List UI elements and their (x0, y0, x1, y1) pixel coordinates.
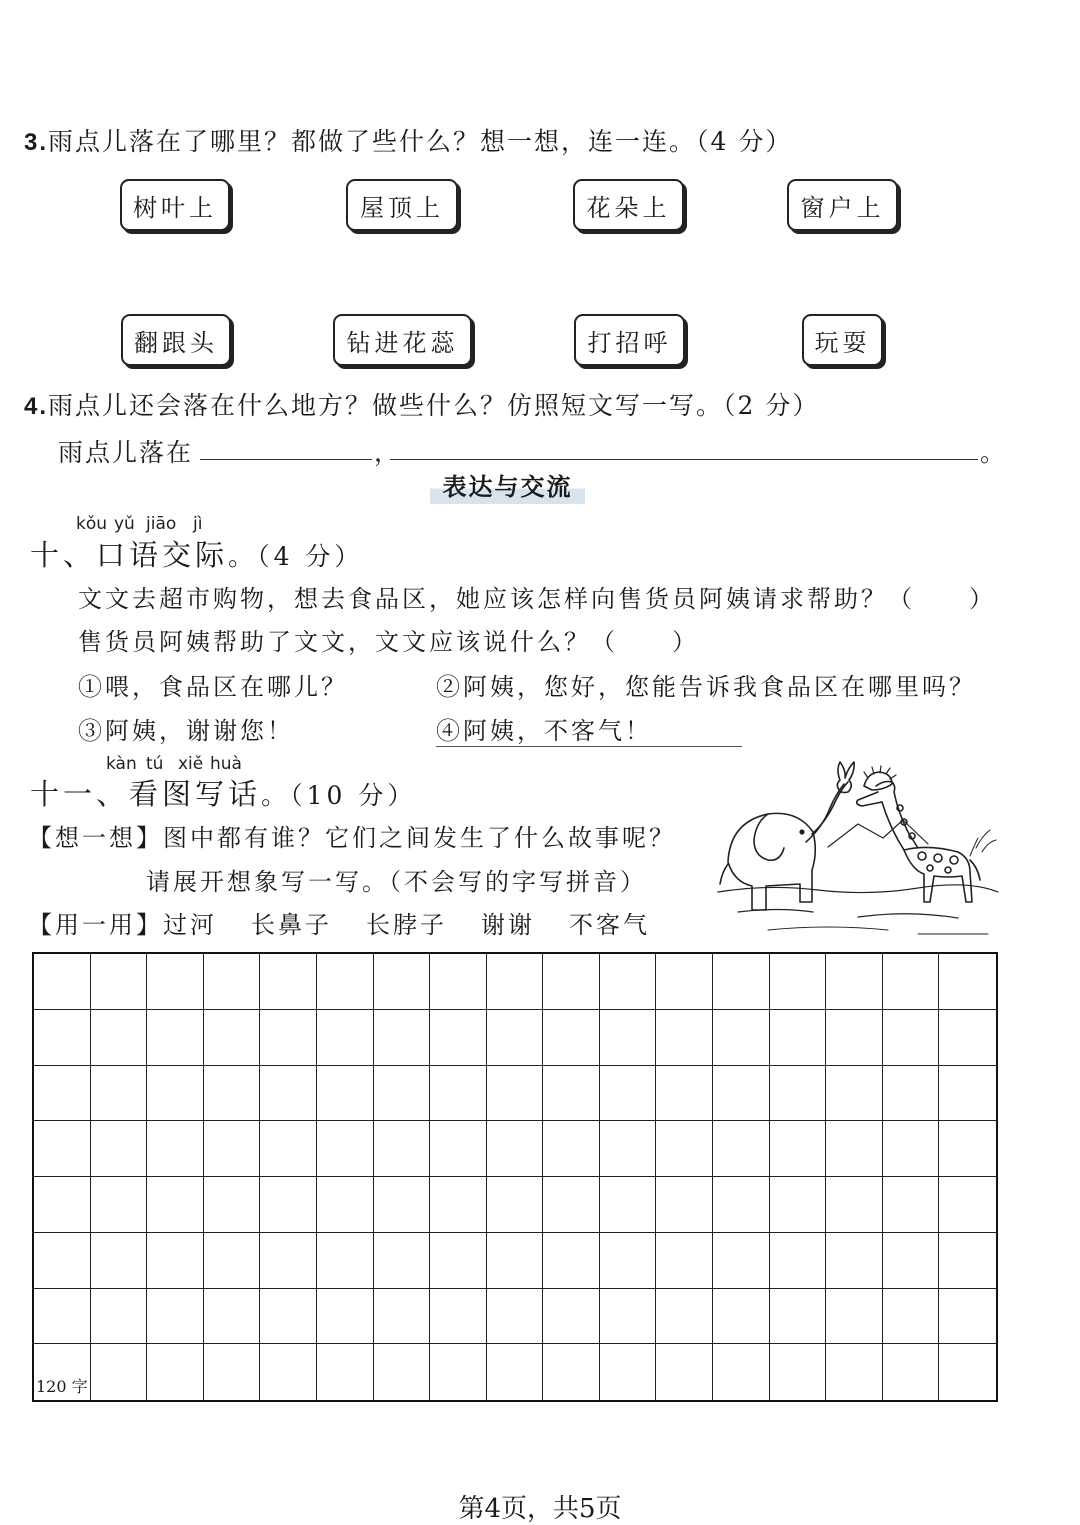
grid-cell[interactable] (770, 1177, 827, 1233)
q11-suffix: 。（10 分） (261, 781, 417, 810)
grid-cell[interactable] (487, 954, 544, 1010)
q3-title-text: 雨点儿落在了哪里？都做了些什么？想一想，连一连。（4 分） (48, 127, 793, 156)
grid-cell[interactable] (713, 1066, 770, 1122)
grid-cell[interactable] (317, 954, 374, 1010)
place-box-1[interactable]: 树叶上 (120, 179, 230, 231)
q4-title-text: 雨点儿还会落在什么地方？做些什么？仿照短文写一写。（2 分） (48, 391, 820, 420)
q4-period: 。 (980, 438, 1008, 467)
grid-cell[interactable] (600, 1289, 657, 1345)
grid-cell[interactable] (600, 1066, 657, 1122)
action-box-4[interactable]: 玩耍 (802, 314, 883, 366)
q10-suffix: 。（4 分） (228, 542, 364, 571)
q10-char-2: 语 (129, 538, 163, 572)
grid-cell[interactable] (826, 1289, 883, 1345)
grid-cell[interactable] (147, 954, 204, 1010)
grid-cell[interactable] (883, 1289, 940, 1345)
grid-cell[interactable] (713, 1289, 770, 1345)
grid-cell[interactable] (34, 1177, 91, 1233)
q11-char-3: 写 (195, 777, 229, 811)
grid-cell[interactable] (713, 1233, 770, 1289)
grid-cell[interactable] (543, 1177, 600, 1233)
q11-word-4: 谢谢 (481, 911, 535, 939)
grid-cell[interactable] (656, 1233, 713, 1289)
grid-cell[interactable] (430, 1010, 487, 1066)
q11-word-2: 长鼻子 (251, 911, 332, 939)
grid-cell[interactable] (430, 1344, 487, 1400)
grid-cell[interactable] (374, 1010, 431, 1066)
q11-word-1: 过河 (163, 911, 217, 939)
grid-cell[interactable] (91, 1066, 148, 1122)
q11-word-3: 长脖子 (366, 911, 447, 939)
q11-think: 【想一想】图中都有谁？它们之间发生了什么故事呢？ (28, 824, 676, 852)
grid-cell[interactable] (317, 1177, 374, 1233)
q3-number: 3. (24, 129, 49, 156)
grid-cell[interactable] (147, 1233, 204, 1289)
grid-cell[interactable] (204, 954, 261, 1010)
section-banner: 表达与交流 (430, 470, 585, 504)
grid-cell[interactable] (260, 954, 317, 1010)
grid-cell[interactable] (147, 1121, 204, 1177)
grid-cell[interactable] (939, 1233, 996, 1289)
q10-pinyin-4: jì (193, 514, 203, 534)
grid-cell[interactable] (939, 1010, 996, 1066)
grid-cell[interactable] (204, 1344, 261, 1400)
grid-cell[interactable] (204, 1066, 261, 1122)
q4-blank-action[interactable] (390, 438, 978, 460)
page-footer: 第4页，共5页 (458, 1494, 622, 1524)
q4-title (24, 386, 819, 422)
grid-cell[interactable] (34, 1289, 91, 1345)
grid-cell[interactable] (91, 1344, 148, 1400)
grid-cell[interactable] (826, 1121, 883, 1177)
action-box-3[interactable]: 打招呼 (574, 314, 685, 366)
q10-pinyin-3: jiāo (146, 514, 177, 534)
place-box-3[interactable]: 花朵上 (573, 179, 684, 231)
grid-cell[interactable] (713, 1121, 770, 1177)
grid-cell[interactable] (826, 1177, 883, 1233)
grid-cell[interactable] (260, 1233, 317, 1289)
grid-cell[interactable] (317, 1066, 374, 1122)
grid-cell[interactable] (883, 1233, 940, 1289)
grid-cell[interactable] (826, 1010, 883, 1066)
grid-cell[interactable] (939, 954, 996, 1010)
grid-cell[interactable] (260, 1344, 317, 1400)
grid-cell[interactable] (147, 1344, 204, 1400)
q11-prefix: 十一、 (30, 777, 130, 811)
q10-prefix: 十、 (30, 538, 97, 572)
grid-cell[interactable] (34, 1233, 91, 1289)
grid-cell[interactable] (487, 1233, 544, 1289)
grid-cell[interactable] (713, 1010, 770, 1066)
grid-cell[interactable] (317, 1289, 374, 1345)
q11-word-5: 不客气 (569, 911, 650, 939)
grid-cell[interactable] (204, 1289, 261, 1345)
grid-cell[interactable] (883, 954, 940, 1010)
grid-cell[interactable] (600, 1177, 657, 1233)
grid-cell[interactable] (656, 954, 713, 1010)
grid-cell[interactable] (147, 1066, 204, 1122)
grid-cell[interactable] (770, 1233, 827, 1289)
grid-cell[interactable] (713, 1344, 770, 1400)
q10-title (30, 533, 363, 574)
grid-cell[interactable] (204, 1010, 261, 1066)
grid-cell[interactable] (826, 1233, 883, 1289)
grid-cell[interactable] (260, 1066, 317, 1122)
q4-comma: ， (374, 438, 402, 467)
grid-cell[interactable] (374, 1233, 431, 1289)
q10-char-1: 口 (96, 538, 130, 572)
grid-cell[interactable] (656, 1010, 713, 1066)
grid-cell[interactable] (770, 954, 827, 1010)
grid-cell[interactable] (91, 1233, 148, 1289)
grid-cell[interactable] (91, 954, 148, 1010)
grid-cell[interactable] (770, 1344, 827, 1400)
place-box-2[interactable]: 屋顶上 (346, 179, 458, 231)
grid-cell[interactable] (487, 1066, 544, 1122)
grid-cell[interactable] (260, 1177, 317, 1233)
q11-pinyin-1: kàn (106, 754, 137, 774)
grid-cell[interactable] (487, 1177, 544, 1233)
grid-cell[interactable] (487, 1010, 544, 1066)
grid-cell[interactable] (883, 1177, 940, 1233)
grid-cell[interactable] (317, 1010, 374, 1066)
grid-cell[interactable] (656, 1177, 713, 1233)
q10-option-1[interactable]: ①喂，食品区在哪儿？ (78, 673, 348, 701)
q11-think-2: 请展开想象写一写。（不会写的字写拼音） (146, 868, 647, 896)
grid-cell[interactable] (543, 1121, 600, 1177)
grid-cell[interactable] (260, 1289, 317, 1345)
q10-char-4: 际 (195, 538, 229, 572)
grid-cell[interactable] (600, 954, 657, 1010)
q4-number: 4. (24, 393, 49, 420)
grid-cell[interactable] (770, 1121, 827, 1177)
grid-cell[interactable] (374, 1066, 431, 1122)
q3-title (24, 122, 792, 158)
grid-cell[interactable] (34, 954, 91, 1010)
grid-cell[interactable] (770, 1289, 827, 1345)
grid-cell[interactable] (34, 1010, 91, 1066)
grid-cell[interactable] (430, 1233, 487, 1289)
grid-cell[interactable] (543, 1010, 600, 1066)
q11-pinyin-2: tú (146, 754, 164, 774)
grid-cell[interactable] (939, 1177, 996, 1233)
grid-cell[interactable] (374, 1344, 431, 1400)
q11-use-label: 【用一用】 (28, 911, 163, 939)
q10-question-2: 售货员阿姨帮助了文文，文文应该说什么？（ ） (78, 628, 699, 656)
place-box-4[interactable]: 窗户上 (787, 179, 898, 231)
grid-cell[interactable] (430, 1289, 487, 1345)
grid-cell[interactable] (204, 1233, 261, 1289)
grid-cell[interactable] (317, 1121, 374, 1177)
grid-cell[interactable] (487, 1121, 544, 1177)
grid-cell[interactable] (543, 1289, 600, 1345)
grid-cell[interactable] (34, 1344, 91, 1400)
q11-use-row (28, 905, 650, 940)
grid-cell[interactable] (656, 1344, 713, 1400)
grid-cell[interactable] (317, 1233, 374, 1289)
q4-prefix: 雨点儿落在 (58, 438, 194, 467)
grid-cell[interactable] (91, 1289, 148, 1345)
grid-cell[interactable] (430, 1066, 487, 1122)
grid-cell[interactable] (374, 1177, 431, 1233)
grid-cell[interactable] (939, 1066, 996, 1122)
grid-cell[interactable] (600, 1010, 657, 1066)
grid-cell[interactable] (883, 1344, 940, 1400)
q10-char-3: 交 (162, 538, 196, 572)
grid-cell[interactable] (430, 954, 487, 1010)
grid-cell[interactable] (543, 954, 600, 1010)
grid-cell[interactable] (374, 954, 431, 1010)
q10-option-3[interactable]: ③阿姨，谢谢您！ (78, 717, 294, 745)
grid-cell[interactable] (600, 1344, 657, 1400)
q11-char-1: 看 (129, 777, 163, 811)
grid-cell[interactable] (770, 1066, 827, 1122)
action-box-2[interactable]: 钻进花蕊 (333, 314, 472, 366)
grid-cell[interactable] (656, 1066, 713, 1122)
grid-cell[interactable] (260, 1121, 317, 1177)
grid-cell[interactable] (939, 1121, 996, 1177)
q11-title (30, 772, 416, 813)
grid-cell[interactable] (883, 1066, 940, 1122)
grid-cell[interactable] (487, 1344, 544, 1400)
action-box-1[interactable]: 翻跟头 (121, 314, 231, 366)
q10-question-1: 文文去超市购物，想去食品区，她应该怎样向售货员阿姨请求帮助？（ ） (78, 585, 996, 613)
grid-cell[interactable] (656, 1121, 713, 1177)
grid-cell[interactable] (600, 1121, 657, 1177)
grid-cell[interactable] (939, 1289, 996, 1345)
q11-pinyin-4: huà (210, 754, 242, 774)
q10-pinyin-1: kǒu (76, 514, 108, 534)
writing-grid[interactable] (32, 952, 998, 1402)
grid-cell[interactable] (204, 1177, 261, 1233)
grid-cell[interactable] (543, 1066, 600, 1122)
grid-cell[interactable] (91, 1010, 148, 1066)
q11-char-2: 图 (162, 777, 196, 811)
grid-cell[interactable] (91, 1177, 148, 1233)
grid-cell[interactable] (883, 1121, 940, 1177)
grid-cell[interactable] (543, 1233, 600, 1289)
grid-cell[interactable] (147, 1177, 204, 1233)
q10-option-2[interactable]: ②阿姨，您好，您能告诉我食品区在哪里吗？ (436, 673, 976, 701)
grid-cell[interactable] (374, 1289, 431, 1345)
grid-cell[interactable] (713, 1177, 770, 1233)
grid-cell[interactable] (147, 1010, 204, 1066)
grid-cell[interactable] (770, 1010, 827, 1066)
grid-cell[interactable] (883, 1010, 940, 1066)
grid-cell[interactable] (600, 1233, 657, 1289)
grid-cell[interactable] (656, 1289, 713, 1345)
grid-cell[interactable] (487, 1289, 544, 1345)
grid-cell[interactable] (260, 1010, 317, 1066)
grid-cell[interactable] (34, 1066, 91, 1122)
grid-cell[interactable] (543, 1344, 600, 1400)
grid-cell[interactable] (91, 1121, 148, 1177)
q11-pinyin-3: xiě (178, 754, 204, 774)
grid-cell[interactable] (204, 1121, 261, 1177)
grid-cell[interactable] (34, 1121, 91, 1177)
q10-pinyin-2: yǔ (114, 514, 135, 534)
elephant-giraffe-illustration (708, 752, 1003, 942)
grid-cell[interactable] (826, 1344, 883, 1400)
grid-cell[interactable] (317, 1344, 374, 1400)
q10-option-4[interactable]: ④阿姨，不客气！ (436, 711, 742, 747)
grid-word-count-note: 120 字 (36, 1377, 88, 1396)
grid-cell[interactable] (430, 1121, 487, 1177)
grid-cell[interactable] (826, 1066, 883, 1122)
q4-blank-place[interactable] (200, 438, 372, 460)
grid-cell[interactable] (713, 954, 770, 1010)
grid-cell[interactable] (430, 1177, 487, 1233)
grid-cell[interactable] (374, 1121, 431, 1177)
q11-char-4: 话 (228, 777, 262, 811)
grid-cell[interactable] (147, 1289, 204, 1345)
grid-cell[interactable] (939, 1344, 996, 1400)
grid-cell[interactable] (826, 954, 883, 1010)
